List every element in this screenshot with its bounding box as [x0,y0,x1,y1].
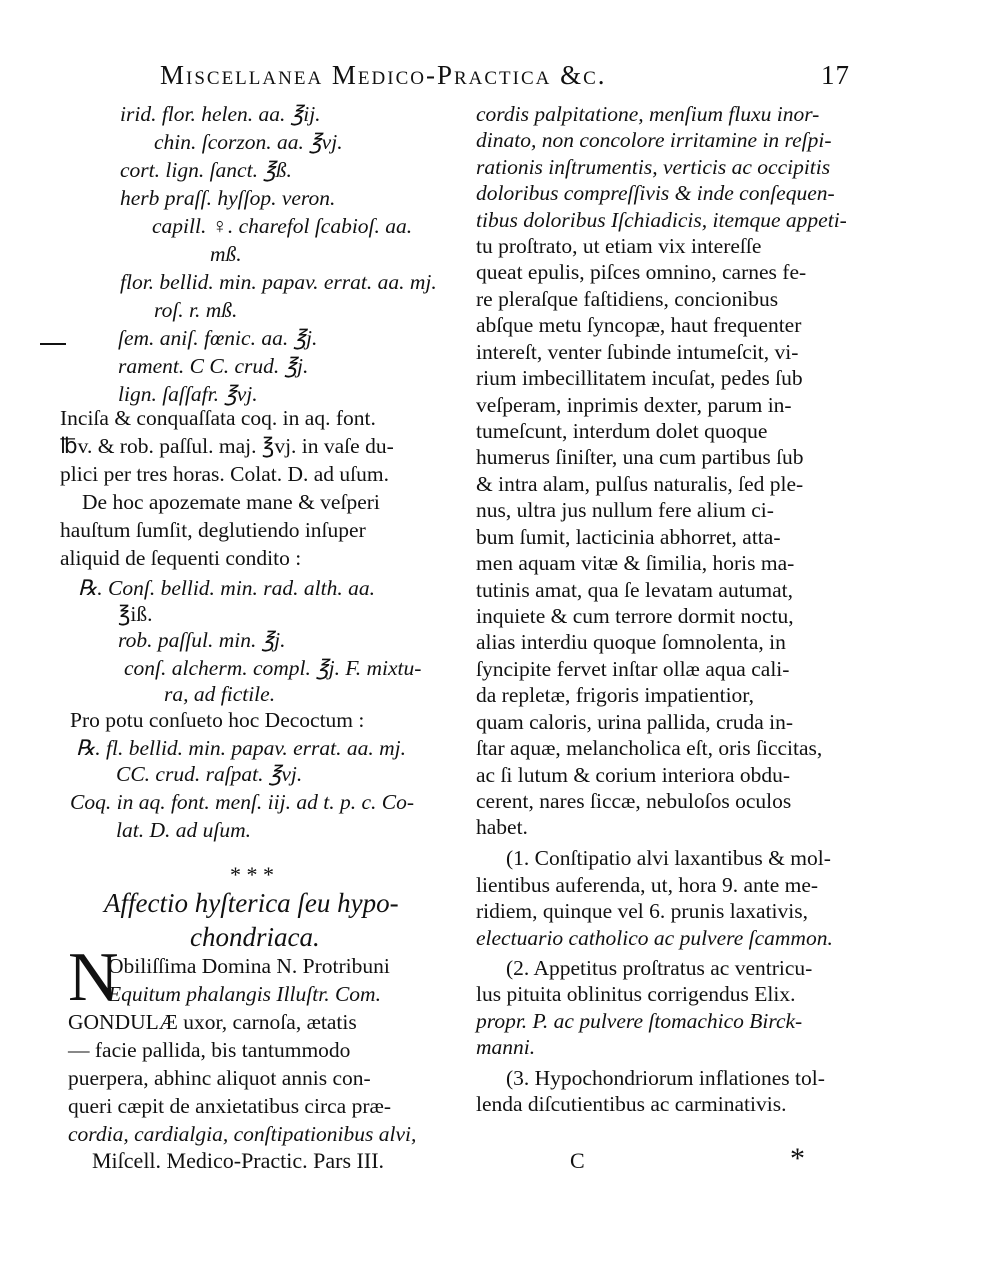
text-line: ſtar aquæ, melancholica eſt, oris ſiccitas, [476,736,823,760]
text-line: (3. Hypochondriorum inflationes tol- [506,1066,825,1090]
recipe-line: irid. flor. helen. aa. ℥ij. [120,102,321,126]
text-line: Inciſa & conquaſſata coq. in aq. font. [60,406,376,430]
text-line: — facie pallida, bis tantummodo [68,1038,351,1062]
recipe-line: ſem. aniſ. fœnic. aa. ℥j. [118,326,318,350]
intro-paragraph [60,952,462,1152]
recipe-line: cort. lign. ſanct. ℥ß. [120,158,292,182]
text-line: nus, ultra jus nullum fere alium ci- [476,498,774,522]
section-heading-cont: chondriaca. [190,922,320,952]
text-line: lientibus auferenda, ut, hora 9. ante me- [476,873,819,897]
text-line: rium imbecillitatem incuſat, pedes ſub [476,366,803,390]
text-line: Equitum phalangis Illuſtr. Com. [108,982,381,1006]
text-line: & intra alam, pulſus naturalis, ſed ple- [476,472,804,496]
text-line: electuario catholico ac pulvere ſcammon. [476,926,833,950]
page-number: 17 [821,60,850,90]
recipe-line: rob. paſſul. min. ℥j. [118,628,286,652]
text-line: dinato, non concolore irritamine in reſpi- [476,128,832,152]
recipe-line: roſ. r. mß. [154,298,238,322]
right-column [476,100,862,1150]
text-line: (2. Appetitus proſtratus ac ventricu- [506,956,813,980]
text-line: ridiem, quinque vel 6. prunis laxativis, [476,899,809,923]
text-line: De hoc apozemate mane & veſperi [82,490,380,514]
text-line: intereſt, venter ſubinde intumeſcit, vi- [476,340,799,364]
text-line: tumeſcunt, interdum dolet quoque [476,419,768,443]
text-line: veſperam, inprimis dexter, parum in- [476,393,792,417]
recipe-line: lat. D. ad uſum. [116,818,251,842]
page-header [150,60,850,100]
recipe-line: capill. ♀. charefol ſcabioſ. aa. [152,214,413,238]
text-line: cordis palpitatione, menſium fluxu inor- [476,102,820,126]
running-foot: Miſcell. Medico-Practic. Pars III. [92,1148,385,1173]
catchword: * [790,1142,805,1175]
text-line: queat epulis, piſces omnino, carnes fe- [476,260,807,284]
text-line: lus pituita oblinitus corrigendus Elix. [476,982,796,1006]
recipe-line: ℞. Conſ. bellid. min. rad. alth. aa. [78,576,375,600]
text-line: re pleraſque faſtidiens, concionibus [476,287,779,311]
recipe-line: conſ. alcherm. compl. ℥j. F. mixtu- [124,656,422,680]
text-line: lenda diſcutientibus ac carminativis. [476,1092,787,1116]
text-line: abſque metu ſyncopæ, haut frequenter [476,313,802,337]
recipe-line: ℥iß. [118,602,153,626]
recipe-line: Coq. in aq. font. menſ. iij. ad t. p. c. Co- [70,790,414,814]
text-line: aliquid de ſequenti condito : [60,546,302,570]
recipe-line: chin. ſcorzon. aa. ℥vj. [154,130,343,154]
text-line: humerus ſiniſter, una cum partibus ſub [476,445,804,469]
recipe-line: mß. [210,242,242,266]
text-line: GONDULÆ uxor, carnoſa, ætatis [68,1010,357,1034]
text-line: (1. Conſtipatio alvi laxantibus & mol- [506,846,831,870]
text-line: da repletæ, frigoris impatientior, [476,683,754,707]
text-line: Obiliſſima Domina N. Protribuni [108,954,390,978]
text-line: men aquam vitæ & ſimilia, horis ma- [476,551,795,575]
text-line: inquiete & cum terrore dormit noctu, [476,604,794,628]
text-line: habet. [476,815,528,839]
text-line: queri cæpit de anxietatibus circa præ- [68,1094,391,1118]
text-line: Pro potu conſueto hoc Decoctum : [70,708,365,732]
text-line: propr. P. ac pulvere ſtomachico Birck- [476,1009,803,1033]
text-line: quam caloris, urina pallida, cruda in- [476,710,794,734]
recipe-line: ra, ad fictile. [164,682,276,706]
text-line: ac ſi lutum & corium interiora obdu- [476,763,791,787]
text-line: ſyncipite fervet inſtar ollæ aqua cali- [476,657,790,681]
text-line: plici per tres horas. Colat. D. ad uſum. [60,462,389,486]
text-line: cordia, cardialgia, conſtipationibus alvi, [68,1122,417,1146]
text-line: tu proſtrato, ut etiam vix intereſſe [476,234,762,258]
text-line: bum ſumit, lacticinia abhorret, atta- [476,525,781,549]
text-line: hauſtum ſumſit, deglutiendo inſuper [60,518,366,542]
recipe-line: rament. C C. crud. ℥j. [118,354,309,378]
recipe-line: herb praſſ. hyſſop. veron. [120,186,336,210]
signature-mark: C [570,1148,585,1173]
text-line: doloribus compreſſivis & inde conſequen- [476,181,835,205]
drop-cap: N [68,939,119,1016]
text-line: puerpera, abhinc aliquot annis con- [68,1066,371,1090]
section-stars: * * * [230,862,274,887]
recipe-line: flor. bellid. min. papav. errat. aa. mj. [120,270,437,294]
recipe-line: lign. ſaſſafr. ℥vj. [118,382,258,406]
text-line: cerent, nares ſiccæ, nebuloſos oculos [476,789,792,813]
text-line: tibus doloribus Iſchiadicis, itemque appeti- [476,208,847,232]
running-title: Miscellanea Medico-Practica &c. [160,60,607,90]
text-line: alias interdiu quoque ſomnolenta, in [476,630,786,654]
section-heading: Affectio hyſterica ſeu hypo- [104,888,399,918]
text-line: manni. [476,1035,536,1059]
text-line: tutinis amat, qua ſe levatam autumat, [476,578,794,602]
text-line: ℔v. & rob. paſſul. maj. ℥vj. in vaſe du- [60,434,394,458]
text-line: rationis inſtrumentis, verticis ac occipitis [476,155,831,179]
recipe-line: CC. crud. raſpat. ℥vj. [116,762,303,786]
recipe-line: ℞. fl. bellid. min. papav. errat. aa. mj. [76,736,407,760]
